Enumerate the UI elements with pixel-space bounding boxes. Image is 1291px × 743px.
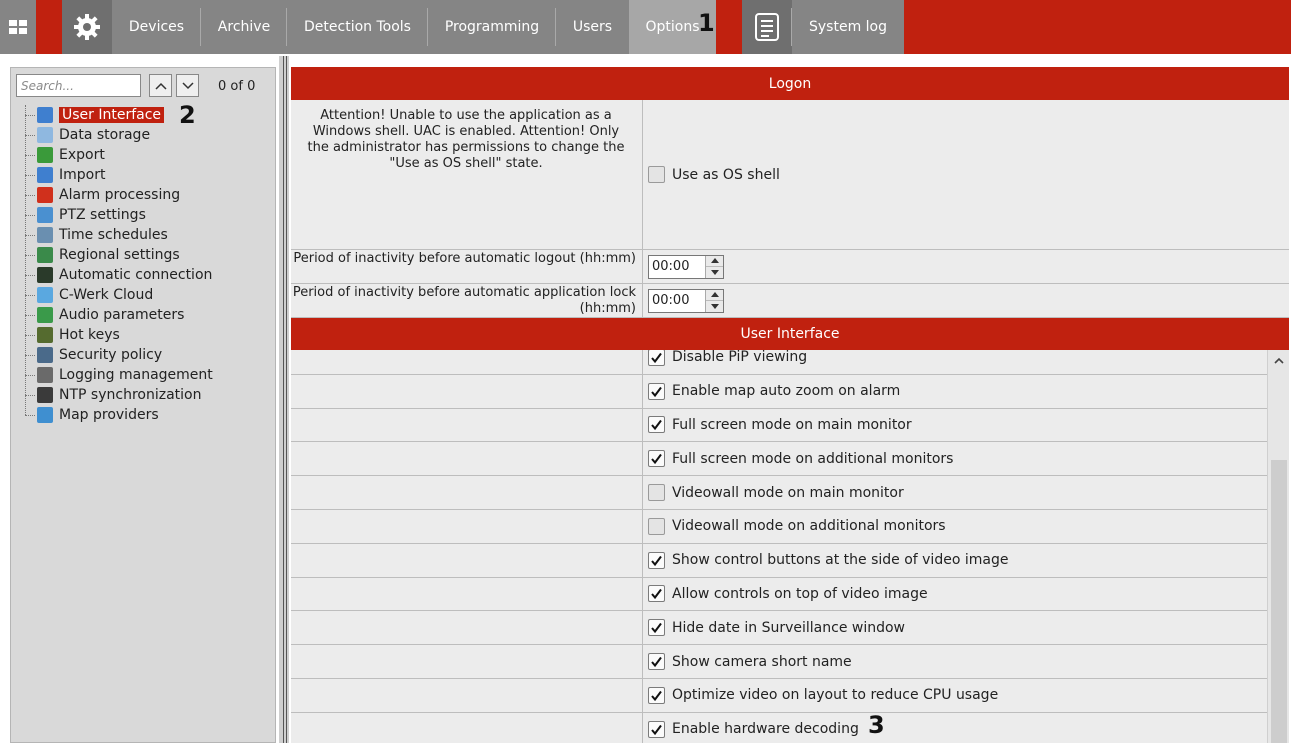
option-label: Disable PiP viewing [672, 350, 808, 366]
tab-system-log-label: System log [809, 19, 887, 35]
option-row [291, 409, 1267, 443]
option-label: Allow controls on top of video image [672, 585, 928, 602]
search-input[interactable] [16, 74, 141, 97]
stepper-up-button[interactable] [706, 256, 723, 267]
sidebar-item[interactable] [11, 185, 275, 205]
sidebar-item[interactable] [11, 105, 275, 125]
sidebar-item[interactable] [11, 265, 275, 285]
check-icon [650, 621, 663, 634]
tab-devices[interactable] [112, 0, 201, 54]
option-row [291, 578, 1267, 612]
network-icon [37, 387, 53, 403]
annotation-marker-2: 2 [179, 101, 196, 129]
chevron-up-icon [155, 82, 167, 90]
sidebar-item[interactable] [11, 125, 275, 145]
option-checkbox[interactable] [648, 416, 665, 433]
grid-icon [7, 17, 29, 37]
tab-detection-tools-label: Detection Tools [304, 19, 411, 35]
import-icon [37, 167, 53, 183]
check-icon [650, 452, 663, 465]
ptz-icon [37, 207, 53, 223]
check-icon [650, 689, 663, 702]
option-row [291, 442, 1267, 476]
check-icon [650, 385, 663, 398]
log-icon [37, 367, 53, 383]
option-label: Full screen mode on additional monitors [672, 450, 954, 467]
lock-period-row [291, 284, 1289, 318]
check-icon [650, 655, 663, 668]
option-row [291, 611, 1267, 645]
export-icon [37, 147, 53, 163]
security-icon [37, 347, 53, 363]
sidebar-item-label: Export [59, 147, 105, 163]
option-label: Enable hardware decoding [672, 721, 859, 738]
sidebar-item-label: NTP synchronization [59, 387, 202, 403]
sidebar-item-label: Time schedules [59, 227, 168, 243]
alarm-icon [37, 187, 53, 203]
option-row [291, 375, 1267, 409]
option-row [291, 645, 1267, 679]
option-label: Videowall mode on additional monitors [672, 518, 946, 535]
check-icon [650, 418, 663, 431]
scroll-thumb[interactable] [1271, 460, 1287, 743]
sidebar-item-label: C-Werk Cloud [59, 287, 154, 303]
chevron-up-icon [1274, 357, 1284, 364]
option-label: Enable map auto zoom on alarm [672, 383, 901, 400]
sidebar-item-label: Hot keys [59, 327, 120, 343]
tab-programming[interactable] [428, 0, 556, 54]
logout-period-label: Period of inactivity before automatic logout (hh:mm) [293, 251, 636, 266]
globe-icon [37, 247, 53, 263]
sidebar-item[interactable] [11, 345, 275, 365]
lock-period-input[interactable] [649, 290, 705, 312]
storage-icon [37, 127, 53, 143]
sidebar-item-label: Regional settings [59, 247, 180, 263]
option-checkbox[interactable] [648, 484, 665, 501]
option-checkbox[interactable] [648, 552, 665, 569]
sidebar-item-label: Data storage [59, 127, 151, 143]
os-shell-checkbox[interactable] [648, 166, 665, 183]
sidebar-item[interactable] [11, 365, 275, 385]
triangle-up-icon [711, 258, 719, 263]
option-checkbox[interactable] [648, 687, 665, 704]
check-icon [650, 723, 663, 736]
option-checkbox[interactable] [648, 653, 665, 670]
sidebar-item-label: PTZ settings [59, 207, 146, 223]
logout-period-stepper[interactable] [648, 255, 724, 279]
keyboard-icon [37, 327, 53, 343]
option-row [291, 476, 1267, 510]
option-checkbox[interactable] [648, 518, 665, 535]
option-checkbox[interactable] [648, 350, 665, 366]
sidebar-item[interactable] [11, 285, 275, 305]
os-shell-label: Use as OS shell [672, 166, 780, 183]
options-content [291, 67, 1289, 743]
tab-archive-label: Archive [217, 19, 271, 35]
os-shell-row [291, 100, 1289, 250]
sidebar-item-label: Automatic connection [59, 267, 213, 283]
option-row [291, 510, 1267, 544]
sidebar-item[interactable] [11, 145, 275, 165]
main-menu-button[interactable] [0, 0, 36, 54]
option-checkbox[interactable] [648, 585, 665, 602]
option-checkbox[interactable] [648, 721, 665, 738]
sidebar-item-label: Map providers [59, 407, 159, 423]
tab-options-label: Options [645, 19, 700, 35]
section-header-user-interface: User Interface [291, 318, 1289, 350]
logout-period-row [291, 250, 1289, 284]
nav-separator [200, 8, 201, 46]
annotation-marker-1: 1 [698, 9, 715, 37]
sidebar-item[interactable] [11, 305, 275, 325]
triangle-down-icon [711, 270, 719, 275]
sidebar-item[interactable] [11, 325, 275, 345]
option-row [291, 679, 1267, 713]
sidebar-item-label: Alarm processing [59, 187, 181, 203]
lock-period-stepper[interactable] [648, 289, 724, 313]
settings-tree-panel [10, 67, 276, 743]
tab-devices-label: Devices [128, 19, 185, 35]
tab-detection-tools[interactable] [287, 0, 428, 54]
sidebar-item-label: Audio parameters [59, 307, 185, 323]
option-label: Hide date in Surveillance window [672, 619, 906, 636]
option-label: Videowall mode on main monitor [672, 484, 904, 501]
option-row [291, 350, 1267, 375]
annotation-marker-3: 3 [868, 711, 885, 739]
search-next-button[interactable] [176, 74, 199, 97]
sidebar-item[interactable] [11, 245, 275, 265]
clock-icon [37, 227, 53, 243]
sidebar-item-label: Logging management [59, 367, 213, 383]
gear-icon [72, 12, 102, 42]
document-icon [754, 13, 780, 41]
option-row [291, 544, 1267, 578]
nav-separator [427, 8, 428, 46]
tab-programming-label: Programming [444, 19, 540, 35]
lock-period-label: Period of inactivity before automatic application lock (hh:mm) [292, 285, 636, 316]
search-prev-button[interactable] [149, 74, 172, 97]
nav-separator [555, 8, 556, 46]
sidebar-item[interactable] [11, 225, 275, 245]
settings-tree [11, 105, 275, 425]
sidebar-item[interactable] [11, 405, 275, 425]
tab-users-label: Users [572, 19, 613, 35]
nav-separator [791, 8, 792, 46]
settings-button[interactable] [62, 0, 112, 54]
system-log-icon-button[interactable] [742, 0, 792, 54]
scroll-up-button[interactable] [1268, 350, 1289, 370]
user-interface-options-list [291, 350, 1267, 743]
sidebar-item[interactable] [11, 205, 275, 225]
audio-icon [37, 307, 53, 323]
map-pin-icon [37, 407, 53, 423]
sidebar-item[interactable] [11, 165, 275, 185]
cloud-icon [37, 287, 53, 303]
option-label: Optimize video on layout to reduce CPU usage [672, 687, 999, 704]
option-checkbox[interactable] [648, 450, 665, 467]
connection-icon [37, 267, 53, 283]
monitor-icon [37, 107, 53, 123]
triangle-down-icon [711, 304, 719, 309]
logout-period-input[interactable] [649, 256, 705, 278]
option-checkbox[interactable] [648, 619, 665, 636]
option-label: Full screen mode on main monitor [672, 416, 912, 433]
attention-message: Attention! Unable to use the application as a Windows shell. UAC is enabled. Attention! Only the administrator has permissions to change the "Use as OS shell" state. [307, 108, 625, 171]
tab-archive[interactable] [201, 0, 287, 54]
option-label: Show camera short name [672, 653, 852, 670]
stepper-down-button[interactable] [706, 266, 723, 278]
check-icon [650, 587, 663, 600]
triangle-up-icon [711, 292, 719, 297]
top-navigation-bar [0, 0, 1291, 54]
check-icon [650, 351, 663, 364]
sidebar-item-label: Security policy [59, 347, 163, 363]
stepper-up-button[interactable] [706, 290, 723, 301]
options-scrollbar[interactable] [1267, 350, 1289, 743]
sidebar-item[interactable] [11, 385, 275, 405]
section-header-logon: Logon [291, 67, 1289, 100]
tab-system-log[interactable] [792, 0, 904, 54]
panel-splitter[interactable] [279, 56, 289, 743]
nav-separator [286, 8, 287, 46]
chevron-down-icon [182, 82, 194, 90]
option-row [291, 713, 1267, 743]
tab-users[interactable] [556, 0, 629, 54]
sidebar-item-label: User Interface [59, 107, 164, 123]
search-result-count: 0 of 0 [218, 79, 256, 94]
check-icon [650, 554, 663, 567]
option-checkbox[interactable] [648, 383, 665, 400]
stepper-down-button[interactable] [706, 300, 723, 312]
option-label: Show control buttons at the side of video image [672, 552, 1009, 569]
sidebar-item-label: Import [59, 167, 106, 183]
